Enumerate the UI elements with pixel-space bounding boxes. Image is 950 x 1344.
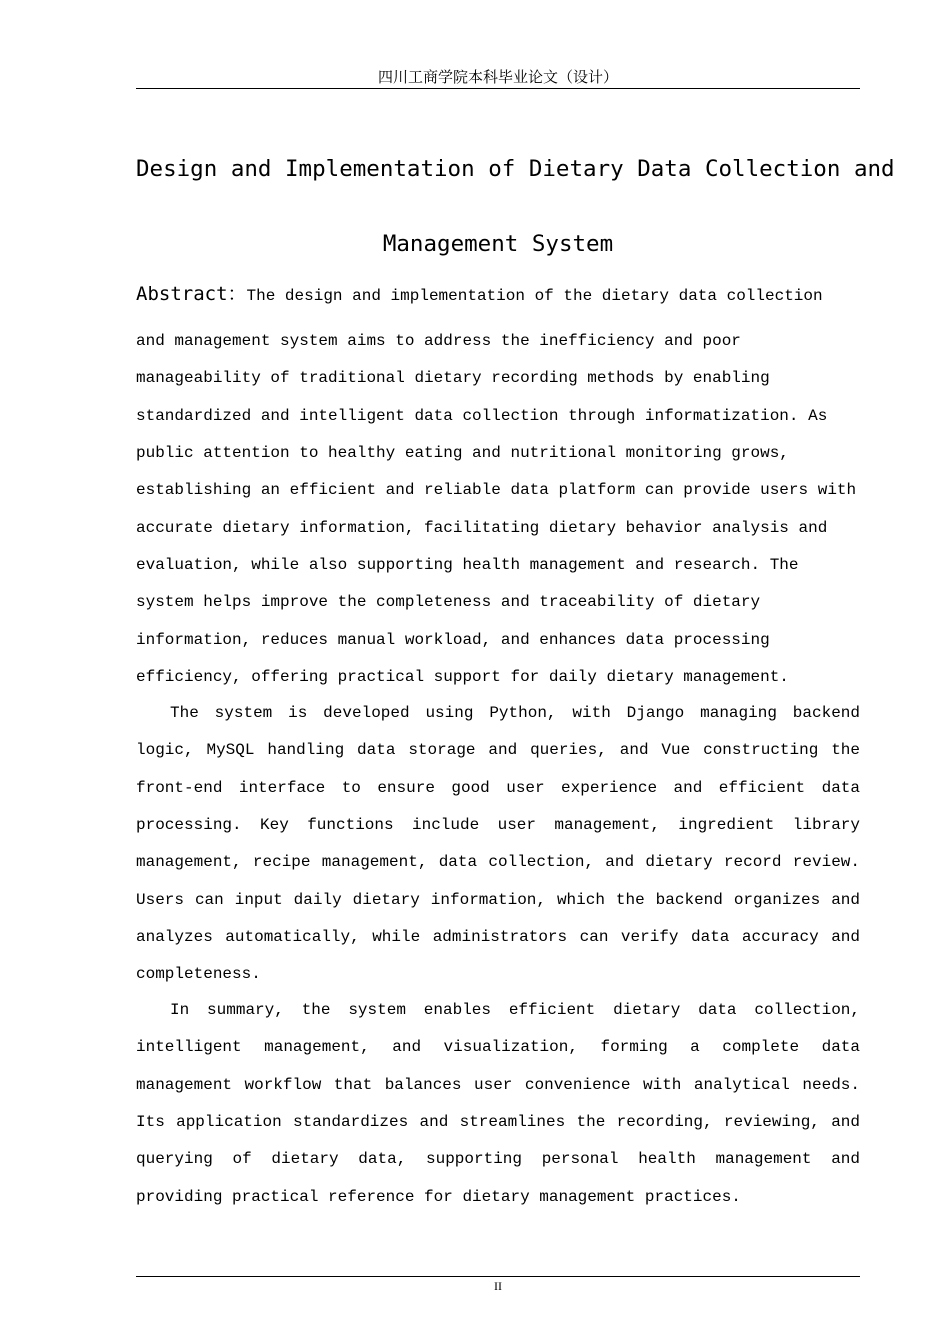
abstract-paragraph-3 — [136, 994, 860, 1218]
abstract-line: The system is developed using Python, with Django managing backend — [170, 704, 860, 722]
abstract-line: The design and implementation of the dietary data collection — [246, 287, 823, 305]
abstract-line: management, recipe management, data collection, and dietary record review. — [136, 853, 860, 872]
abstract-line: manageability of traditional dietary recording methods by enabling — [136, 369, 770, 388]
title-line-1: Design and Implementation of Dietary Data Collection and — [136, 156, 895, 182]
abstract-line: accurate dietary information, facilitating dietary behavior analysis and — [136, 518, 828, 537]
abstract-paragraph-1 — [136, 325, 860, 698]
abstract-line: system helps improve the completeness and traceability of dietary — [136, 593, 761, 612]
abstract-line: evaluation, while also supporting health management and research. The — [136, 556, 799, 575]
abstract-line: efficiency, offering practical support for daily dietary management. — [136, 668, 789, 687]
abstract-line: standardized and intelligent data collection through informatization. As — [136, 406, 828, 425]
abstract-line: front-end interface to ensure good user experience and efficient data — [136, 778, 860, 797]
abstract-line: querying of dietary data, supporting personal health management and — [136, 1150, 860, 1169]
running-header: 四川工商学院本科毕业论文（设计） — [377, 68, 618, 86]
abstract-line: Users can input daily dietary information, which the backend organizes and — [136, 890, 860, 909]
abstract-line: information, reduces manual workload, and enhances data processing — [136, 630, 770, 649]
abstract-line: completeness. — [136, 965, 261, 984]
footer-rule — [136, 1276, 860, 1277]
abstract-line: analyzes automatically, while administrators can verify data accuracy and — [136, 928, 860, 947]
abstract-paragraph-2 — [136, 697, 860, 996]
abstract-line: management workflow that balances user convenience with analytical needs. — [136, 1075, 860, 1094]
abstract-line: intelligent management, and visualization, forming a complete data — [136, 1038, 860, 1057]
page-number: II — [494, 1279, 502, 1293]
abstract-label: Abstract： — [136, 283, 247, 305]
abstract-line: Its application standardizes and streamlines the recording, reviewing, and — [136, 1113, 860, 1132]
abstract-line: providing practical reference for dietary management practices. — [136, 1187, 741, 1206]
paper-title — [136, 132, 895, 282]
abstract-line: public attention to healthy eating and nutritional monitoring grows, — [136, 444, 789, 463]
abstract-line: and management system aims to address the inefficiency and poor — [136, 332, 741, 350]
abstract-line: In summary, the system enables efficient dietary data collection, — [170, 1001, 860, 1019]
abstract-line: establishing an efficient and reliable data platform can provide users with — [136, 481, 857, 500]
title-line-2: Management System — [382, 231, 614, 257]
abstract-line: logic, MySQL handling data storage and queries, and Vue constructing the — [136, 741, 860, 760]
header-rule — [136, 88, 860, 89]
abstract-first-line — [136, 278, 860, 312]
abstract-line: processing. Key functions include user management, ingredient library — [136, 816, 860, 835]
